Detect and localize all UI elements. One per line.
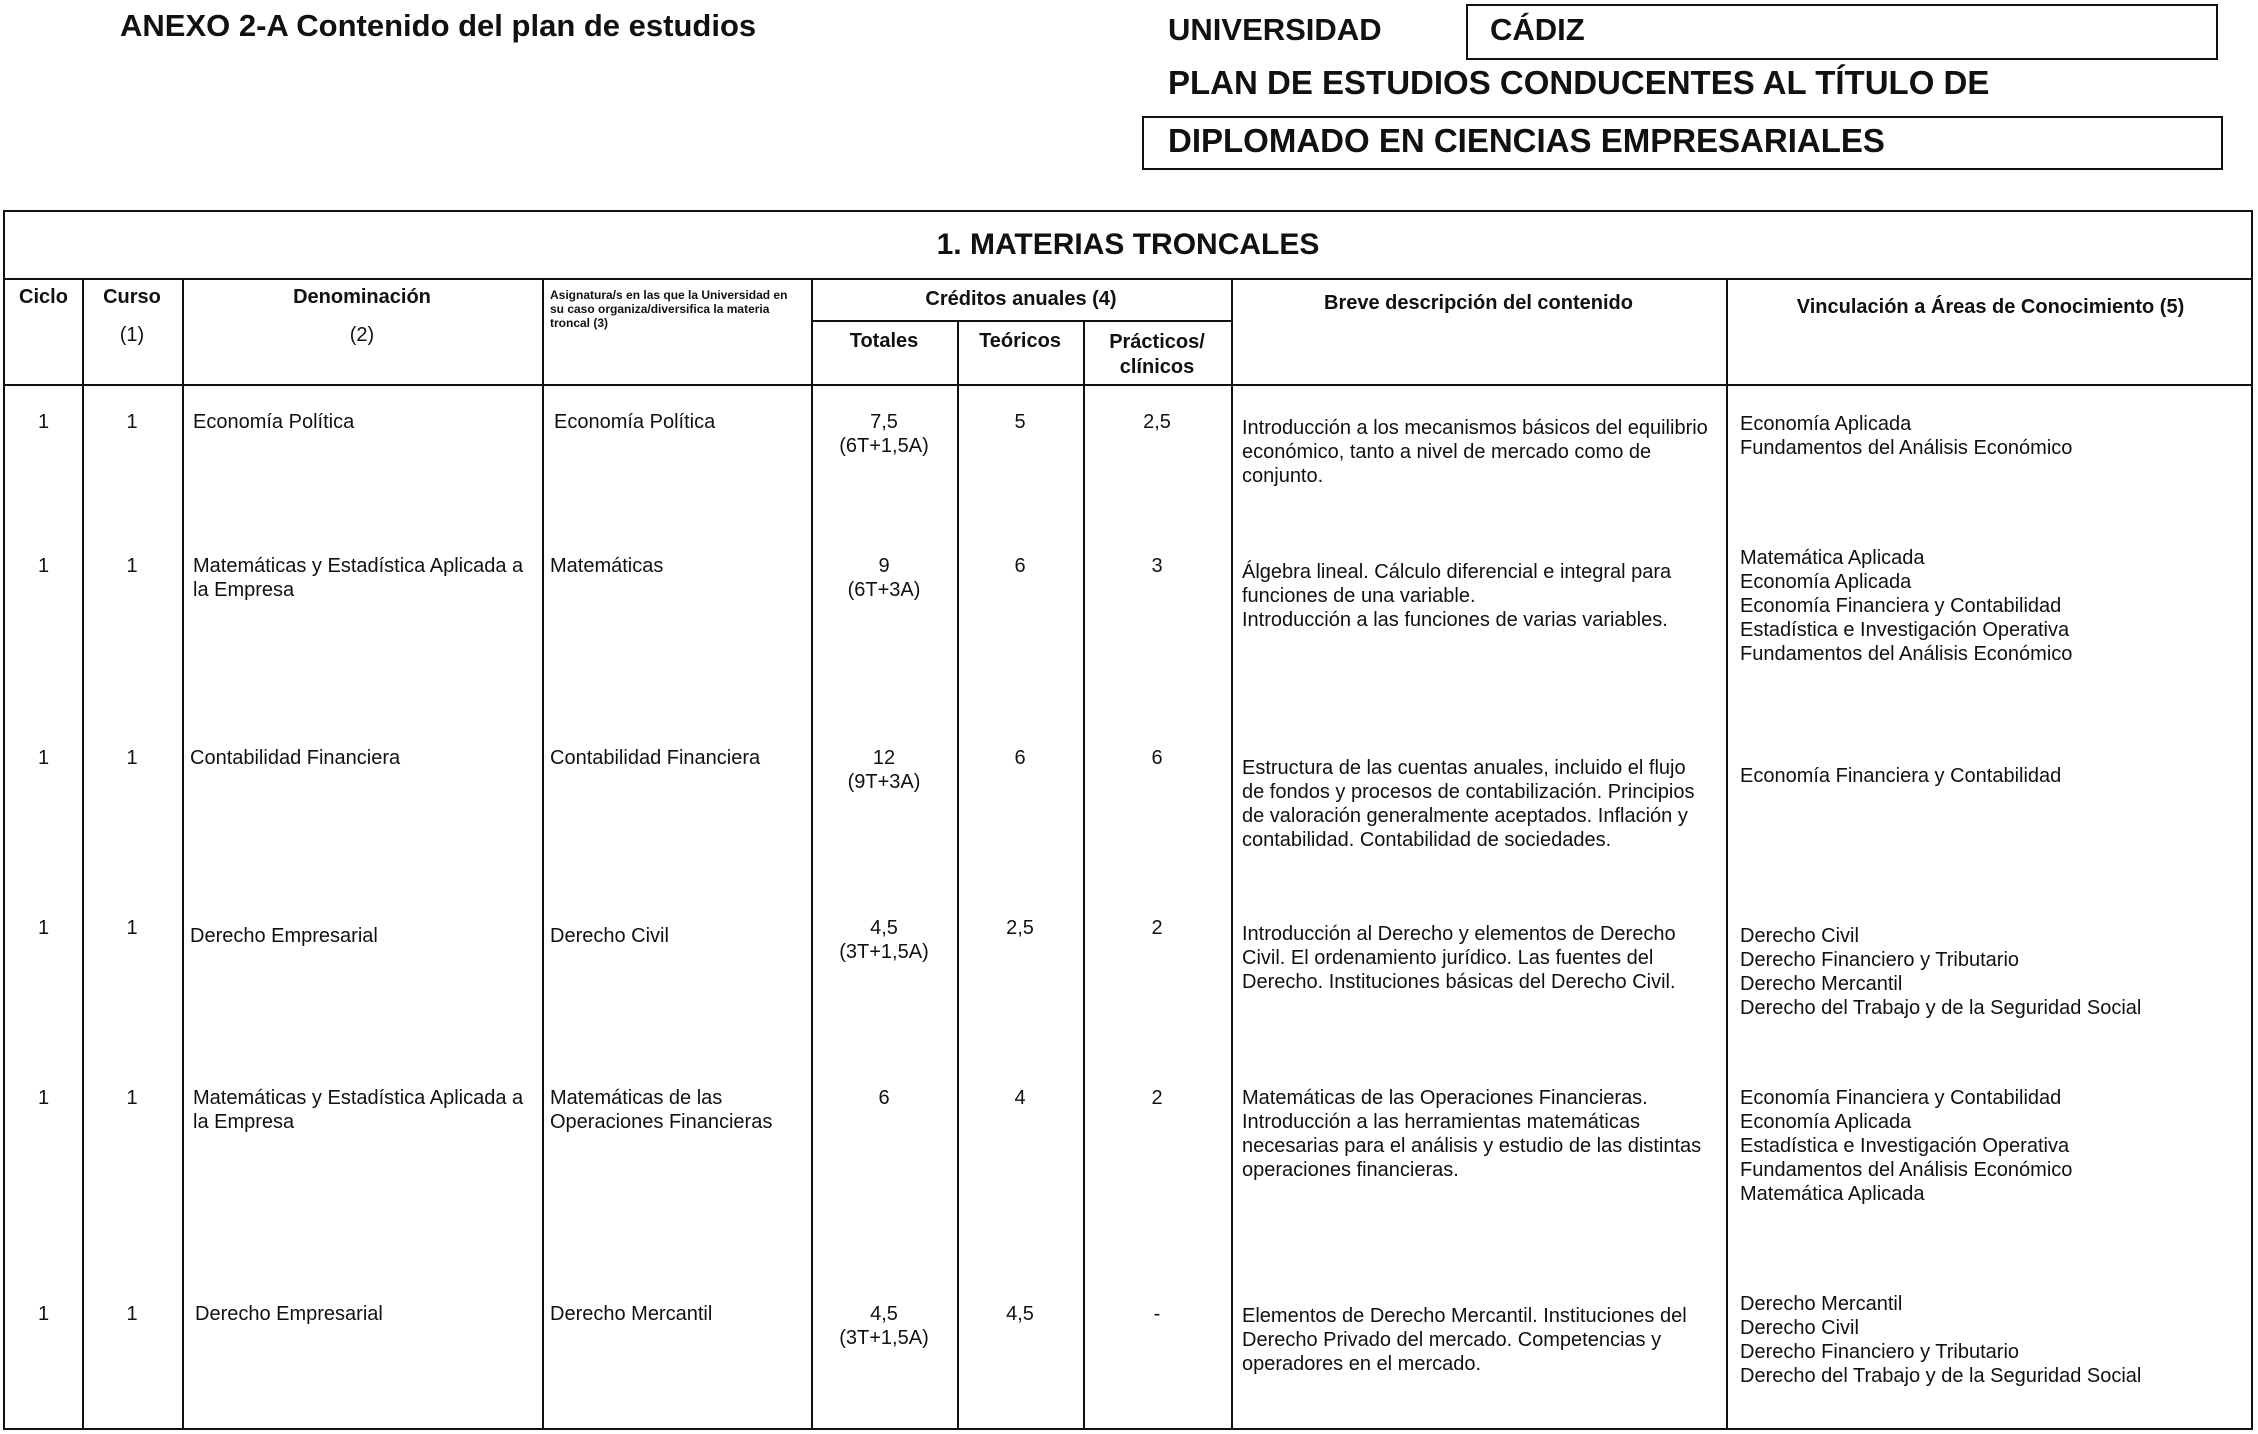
university-name-box: CÁDIZ xyxy=(1466,4,2218,60)
col-header-creditos: Créditos anuales (4) xyxy=(925,288,1117,310)
cell-curso: 1 xyxy=(126,917,138,939)
cell-curso: 1 xyxy=(126,1303,138,1325)
cell-denominacion: Derecho Empresarial xyxy=(195,1303,383,1325)
cell-asignatura: Economía Política xyxy=(554,411,716,433)
cell-areas: Economía Financiera y Contabilidad xyxy=(1740,765,2062,787)
cell-totales: 4,5 (3T+1,5A) xyxy=(839,917,929,963)
col-header-ciclo: Ciclo xyxy=(19,286,68,308)
cell-teoricos: 4,5 xyxy=(1006,1303,1034,1325)
divider xyxy=(1083,321,1085,1428)
cell-totales: 7,5 (6T+1,5A) xyxy=(839,411,929,457)
col-header-curso: Curso xyxy=(103,286,161,308)
divider xyxy=(1726,278,1728,1428)
divider xyxy=(82,278,84,1428)
cell-areas: Economía Aplicada Fundamentos del Análisis Económico xyxy=(1740,413,2073,459)
divider xyxy=(542,278,544,1428)
cell-teoricos: 6 xyxy=(1014,555,1026,577)
cell-totales: 4,5 (3T+1,5A) xyxy=(839,1303,929,1349)
cell-practicos: - xyxy=(1153,1303,1161,1325)
cell-ciclo: 1 xyxy=(37,917,50,939)
cell-totales: 12 (9T+3A) xyxy=(847,747,921,793)
cell-ciclo: 1 xyxy=(37,411,50,433)
col-header-vinculacion: Vinculación a Áreas de Conocimiento (5) xyxy=(1796,296,2185,318)
cell-totales: 9 (6T+3A) xyxy=(847,555,921,601)
annex-title: ANEXO 2-A Contenido del plan de estudios xyxy=(120,8,757,43)
col-header-practicos: Prácticos/ clínicos xyxy=(1109,331,1205,378)
cell-descripcion: Elementos de Derecho Mercantil. Instituciones del Derecho Privado del mercado. Competencias y operadores en el mercado. xyxy=(1242,1305,1687,1375)
col-note-denominacion: (2) xyxy=(349,324,375,346)
cell-teoricos: 5 xyxy=(1014,411,1026,433)
cell-descripcion: Introducción al Derecho y elementos de Derecho Civil. El ordenamiento jurídico. Las fuentes del Derecho. Instituciones básicas del Derecho Civil. xyxy=(1242,923,1676,993)
cell-denominacion: Derecho Empresarial xyxy=(190,925,378,947)
cell-curso: 1 xyxy=(126,411,138,433)
cell-descripcion: Introducción a los mecanismos básicos del equilibrio económico, tanto a nivel de mercado como de conjunto. xyxy=(1242,417,1708,487)
cell-ciclo: 1 xyxy=(37,1303,50,1325)
cell-asignatura: Derecho Civil xyxy=(550,925,669,947)
cell-curso: 1 xyxy=(126,1087,138,1109)
divider xyxy=(182,278,184,1428)
col-header-teoricos: Teóricos xyxy=(979,330,1061,352)
cell-ciclo: 1 xyxy=(37,747,50,769)
section-title: 1. MATERIAS TRONCALES xyxy=(5,212,2251,280)
divider xyxy=(811,320,1231,322)
col-note-curso: (1) xyxy=(119,324,145,346)
cell-asignatura: Derecho Mercantil xyxy=(550,1303,713,1325)
col-header-totales: Totales xyxy=(849,330,919,352)
cell-practicos: 3 xyxy=(1151,555,1163,577)
cell-areas: Derecho Mercantil Derecho Civil Derecho Financiero y Tributario Derecho del Trabajo y de la Seguridad Social xyxy=(1740,1293,2142,1387)
cell-asignatura: Matemáticas de las Operaciones Financieras xyxy=(550,1087,773,1133)
cell-denominacion: Matemáticas y Estadística Aplicada a la Empresa xyxy=(193,555,524,601)
cell-ciclo: 1 xyxy=(37,555,50,577)
cell-teoricos: 6 xyxy=(1014,747,1026,769)
cell-totales: 6 xyxy=(878,1087,890,1109)
cell-areas: Derecho Civil Derecho Financiero y Tributario Derecho Mercantil Derecho del Trabajo y de la Seguridad Social xyxy=(1740,925,2142,1019)
cell-denominacion: Matemáticas y Estadística Aplicada a la Empresa xyxy=(193,1087,524,1133)
cell-practicos: 2,5 xyxy=(1143,411,1171,433)
cell-curso: 1 xyxy=(126,747,138,769)
cell-teoricos: 4 xyxy=(1014,1087,1026,1109)
cell-areas: Matemática Aplicada Economía Aplicada Economía Financiera y Contabilidad Estadística e Investigación Operativa Fundamentos del Análisis Económico xyxy=(1740,547,2073,665)
plan-heading: PLAN DE ESTUDIOS CONDUCENTES AL TÍTULO DE xyxy=(1168,64,1990,101)
cell-denominacion: Economía Política xyxy=(193,411,355,433)
cell-asignatura: Contabilidad Financiera xyxy=(550,747,761,769)
cell-descripcion: Álgebra lineal. Cálculo diferencial e integral para funciones de una variable. Introducción a las funciones de varias variables. xyxy=(1242,561,1672,631)
cell-curso: 1 xyxy=(126,555,138,577)
divider xyxy=(957,321,959,1428)
university-label: UNIVERSIDAD xyxy=(1168,12,1382,47)
cell-practicos: 2 xyxy=(1151,1087,1163,1109)
cell-descripcion: Matemáticas de las Operaciones Financieras. Introducción a las herramientas matemáticas necesarias para el análisis y estudio de las distintas operaciones financieras. xyxy=(1242,1087,1702,1181)
col-header-descripcion: Breve descripción del contenido xyxy=(1324,292,1633,314)
cell-practicos: 2 xyxy=(1151,917,1163,939)
cell-areas: Economía Financiera y Contabilidad Economía Aplicada Estadística e Investigación Operativa Fundamentos del Análisis Económico Matemática Aplicada xyxy=(1740,1087,2073,1205)
header-divider xyxy=(5,384,2251,386)
col-header-denominacion: Denominación xyxy=(293,286,431,308)
col-header-asignatura: Asignatura/s en las que la Universidad en su caso organiza/diversifica la materia troncal (3) xyxy=(550,288,788,330)
cell-asignatura: Matemáticas xyxy=(550,555,664,577)
degree-title-box: DIPLOMADO EN CIENCIAS EMPRESARIALES xyxy=(1142,116,2223,170)
cell-ciclo: 1 xyxy=(37,1087,50,1109)
cell-teoricos: 2,5 xyxy=(1006,917,1034,939)
cell-descripcion: Estructura de las cuentas anuales, incluido el flujo de fondos y procesos de contabilización. Principios de valoración generalmente aceptados. Inflación y contabilidad. Contabilidad de sociedades. xyxy=(1242,757,1695,851)
troncales-table xyxy=(3,210,2253,1430)
cell-denominacion: Contabilidad Financiera xyxy=(190,747,401,769)
divider xyxy=(1231,278,1233,1428)
cell-practicos: 6 xyxy=(1151,747,1163,769)
